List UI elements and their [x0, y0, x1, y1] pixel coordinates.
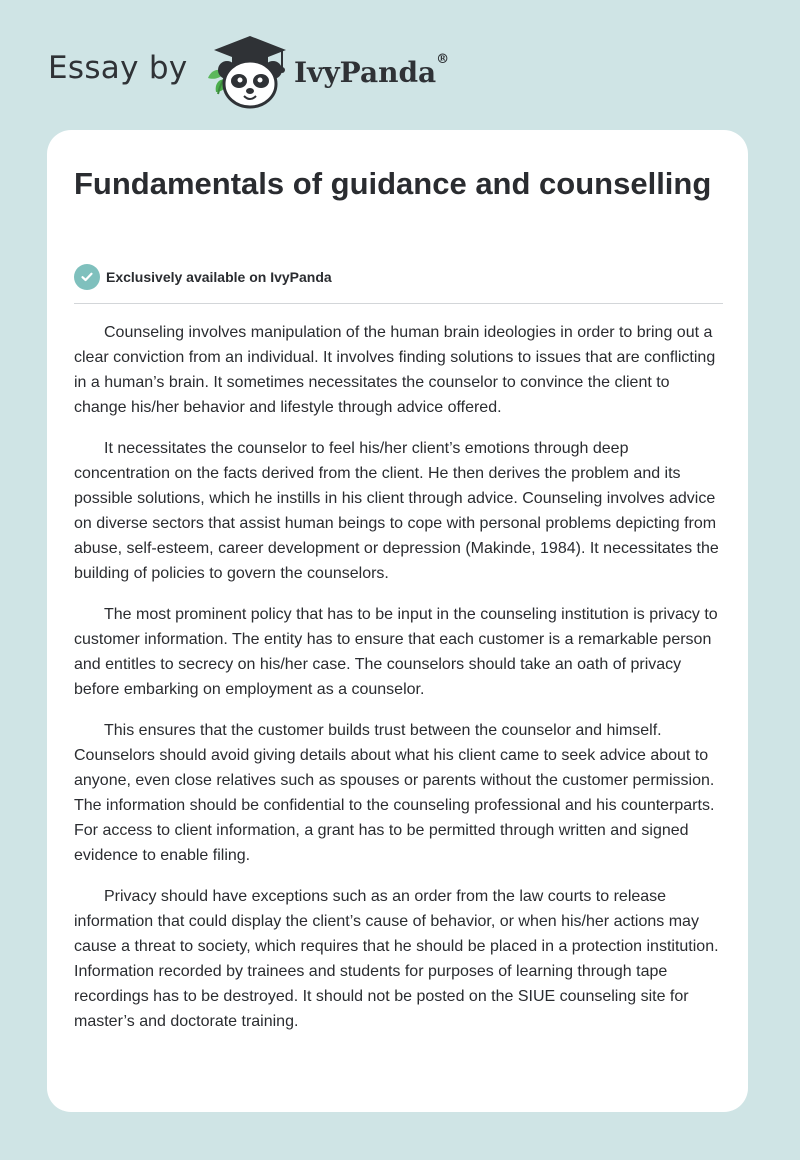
essay-card [47, 130, 748, 1112]
registered-mark: ® [436, 52, 450, 67]
brand-header [48, 30, 748, 110]
paragraph: The most prominent policy that has to be input in the counseling institution is privacy to customer information. The entity has to ensure that each customer is a remarkable person and entitles to secrecy on his/her case. The counselors should take an oath of privacy before embarking on employment as a counselor. [74, 606, 718, 698]
panda-graduate-icon [202, 34, 292, 110]
brand-name: IvyPanda® [294, 52, 450, 89]
check-circle-icon [74, 264, 100, 290]
divider [74, 303, 723, 304]
paragraph: Counseling involves manipulation of the human brain ideologies in order to bring out a clear conviction from an individual. It involves finding solutions to issues that are conflicting in a human’s brain. It sometimes necessitates the counselor to convince the client to change his/her behavior and lifestyle through advice offered. [74, 324, 716, 416]
paragraph: It necessitates the counselor to feel his/her client’s emotions through deep concentration on the facts derived from the client. He then derives the problem and its possible solutions, which he instills in his client through advice. Counseling involves advice on diverse sectors that assist human beings to cope with personal problems depicting from abuse, self-esteem, career development or depression (Makinde, 1984). It necessitates the building of policies to govern the counselors. [74, 440, 719, 582]
badge-label: Exclusively available on IvyPanda [106, 269, 332, 285]
paragraph: Privacy should have exceptions such as an order from the law courts to release information that could display the client’s cause of behavior, or when his/her actions may cause a threat to society, which requires that he should be placed in a protection institution. Information recorded by trainees and students for purposes of learning through tape recordings has to be destroyed. It should not be posted on the SIUE counseling site for master’s and doctorate training. [74, 888, 719, 1030]
brand-prefix: Essay by [48, 50, 188, 86]
essay-body [74, 320, 726, 1050]
page-title: Fundamentals of guidance and counselling [74, 166, 712, 201]
paragraph: This ensures that the customer builds trust between the counselor and himself. Counselors should avoid giving details about what his client came to seek advice about to anyone, even close relatives such as spouses or parents without the customer permission. The information should be confidential to the counseling professional and his counterparts. For access to client information, a grant has to be permitted through written and signed evidence to enable filing. [74, 722, 715, 864]
exclusive-badge [74, 264, 332, 290]
